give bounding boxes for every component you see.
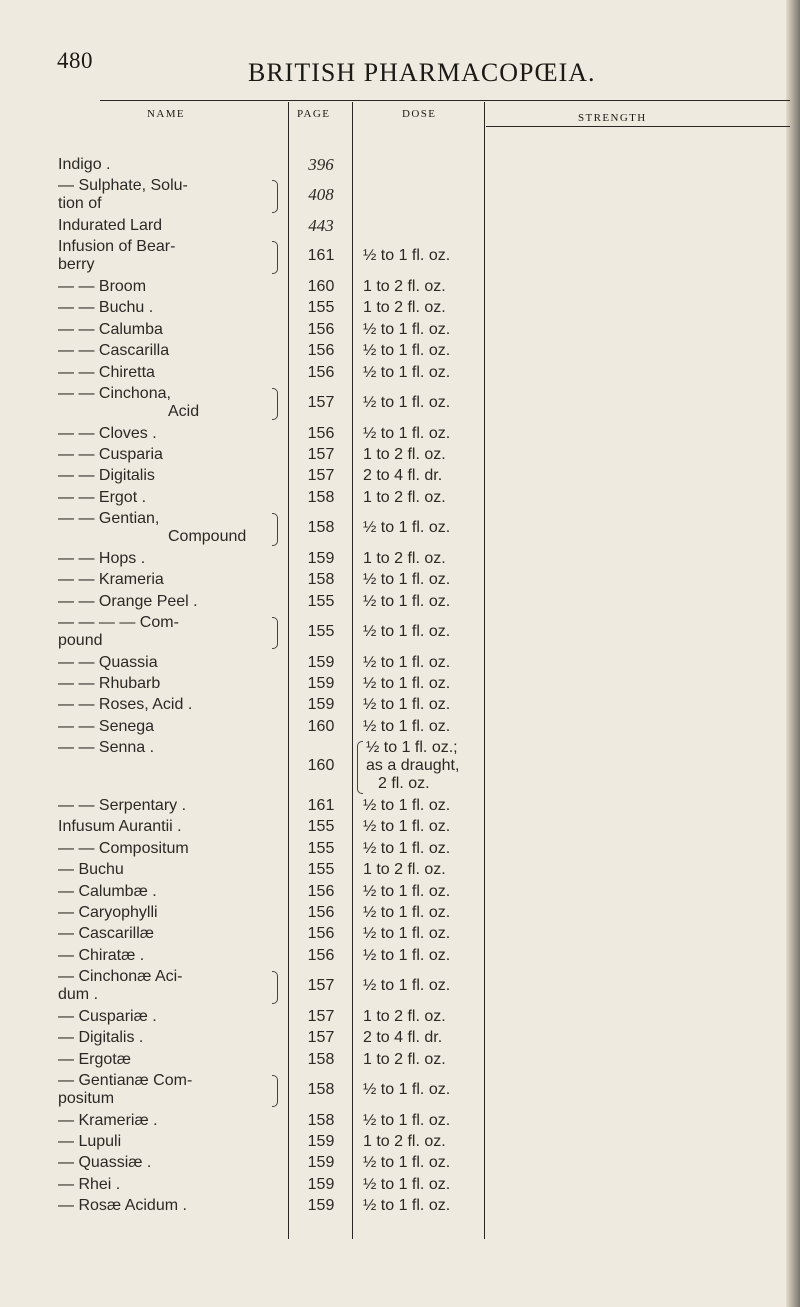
column-header-name: NAME — [147, 108, 185, 120]
page-reference: 159 — [307, 1154, 335, 1172]
drug-name — [58, 739, 154, 757]
dose-line: ½ to 1 fl. oz. — [363, 696, 451, 714]
dose-line: ½ to 1 fl. oz. — [363, 247, 451, 265]
drug-name-line: — Digitalis . — [58, 1029, 144, 1047]
page-reference: 396 — [308, 155, 334, 174]
drug-name — [58, 467, 155, 485]
dose-line: ½ to 1 fl. oz. — [363, 882, 451, 900]
name-brace — [272, 971, 278, 1003]
column-header-dose: DOSE — [402, 108, 437, 120]
drug-name-line: — — Buchu . — [58, 299, 154, 317]
drug-name — [58, 1176, 120, 1194]
page-reference: 157 — [307, 977, 335, 995]
dose-value — [363, 1029, 442, 1047]
dose-line: 1 to 2 fl. oz. — [363, 278, 446, 295]
dose-value — [363, 519, 450, 537]
page-reference: 160 — [307, 717, 335, 735]
table-row — [0, 968, 800, 1004]
drug-name — [58, 1008, 157, 1026]
dose-value — [363, 883, 450, 901]
page-reference: 156 — [307, 363, 335, 381]
drug-name-line: — Quassiæ . — [58, 1154, 152, 1172]
dose-value — [363, 718, 450, 736]
drug-name — [58, 550, 145, 568]
drug-name — [58, 571, 164, 589]
drug-name — [58, 675, 160, 693]
dose-value — [363, 840, 450, 858]
page-reference: 159 — [307, 1175, 335, 1193]
dose-line: ½ to 1 fl. oz. — [363, 424, 451, 442]
table-row — [0, 1176, 800, 1194]
drug-name-line: — — Orange Peel . — [58, 592, 198, 610]
drug-name-line: — — Krameria — [58, 571, 164, 589]
drug-name — [58, 1197, 187, 1215]
dose-value — [363, 1051, 446, 1069]
page-reference: 156 — [307, 320, 335, 338]
page-reference: 161 — [307, 797, 335, 814]
drug-name-line: positum — [58, 1090, 115, 1107]
page-reference: 443 — [308, 216, 334, 235]
drug-name — [58, 696, 192, 714]
table-row — [0, 177, 800, 213]
header-bottom-rule-strength — [486, 126, 790, 127]
drug-name — [58, 861, 124, 879]
name-brace — [272, 241, 278, 273]
drug-name — [58, 177, 188, 213]
drug-name — [58, 904, 158, 922]
page-reference: 156 — [307, 946, 335, 964]
dose-line: ½ to 1 fl. oz. — [363, 675, 451, 692]
page-reference: 160 — [307, 757, 335, 775]
drug-name — [58, 1154, 151, 1172]
drug-name-line: — Gentianæ Com- — [58, 1072, 193, 1089]
drug-name-line: — — Broom — [58, 278, 147, 295]
table-row — [0, 510, 800, 546]
table-row — [0, 840, 800, 858]
page-reference: 158 — [307, 1081, 335, 1099]
drug-name-line: — Buchu — [58, 861, 124, 879]
dose-value — [363, 1176, 450, 1194]
dose-line: ½ to 1 fl. oz. — [363, 797, 451, 814]
page-reference: 159 — [307, 1133, 335, 1150]
drug-name-line: — — Senna . — [58, 739, 155, 757]
drug-name-line: — Rosæ Acidum . — [58, 1197, 187, 1215]
page-reference: 157 — [307, 467, 335, 485]
dose-value — [363, 364, 450, 382]
page-reference: 159 — [307, 653, 335, 671]
drug-name-line: — — Roses, Acid . — [58, 696, 193, 714]
drug-name — [58, 364, 155, 382]
name-brace — [272, 180, 278, 212]
table-row — [0, 593, 800, 611]
drug-name-line: tion of — [58, 195, 102, 213]
drug-name-line: — Sulphate, Solu- — [58, 177, 188, 195]
dose-value — [363, 299, 446, 317]
dose-line: ½ to 1 fl. oz. — [363, 839, 451, 857]
drug-name-line: — — Chiretta — [58, 363, 155, 381]
running-head: BRITISH PHARMACOPŒIA. — [248, 58, 596, 87]
table-row — [0, 925, 800, 943]
page-number: 480 — [57, 48, 93, 73]
drug-name-line: — Krameriæ . — [58, 1111, 158, 1129]
dose-value — [363, 446, 446, 464]
drug-name-line: — Caryophylli — [58, 904, 158, 921]
drug-name — [58, 1133, 121, 1151]
dose-value — [363, 1133, 446, 1151]
dose-value — [363, 675, 450, 693]
table-row — [0, 1112, 800, 1130]
drug-name-line: — Cuspariæ . — [58, 1007, 157, 1025]
dose-line: ½ to 1 fl. oz. — [363, 1111, 451, 1129]
table-row — [0, 571, 800, 589]
table-row — [0, 364, 800, 382]
dose-line: 1 to 2 fl. oz. — [363, 1050, 446, 1068]
dose-line: 1 to 2 fl. oz. — [363, 446, 446, 463]
table-row — [0, 883, 800, 901]
drug-name-line: Compound — [168, 528, 247, 546]
drug-name — [58, 1029, 143, 1047]
drug-name-line: dum . — [58, 986, 99, 1004]
page-reference: 158 — [307, 1050, 335, 1068]
dose-line: ½ to 1 fl. oz. — [363, 394, 451, 412]
page-reference: 157 — [307, 1007, 335, 1025]
page-reference: 156 — [307, 342, 335, 360]
page-reference: 156 — [307, 925, 335, 943]
page-reference: 159 — [307, 696, 335, 714]
table-row — [0, 1029, 800, 1047]
dose-line: ½ to 1 fl. oz. — [363, 571, 451, 589]
drug-name — [58, 718, 154, 736]
table-row — [0, 467, 800, 485]
drug-name — [58, 593, 198, 611]
drug-name-line: — — — — Com- — [58, 614, 179, 631]
name-brace — [272, 388, 278, 420]
page-reference: 157 — [307, 1029, 335, 1047]
drug-name — [58, 947, 144, 965]
page-reference: 158 — [307, 1111, 335, 1129]
table-row — [0, 904, 800, 922]
name-brace — [272, 1075, 278, 1107]
drug-name-line: — — Cloves . — [58, 424, 157, 442]
table-row — [0, 797, 800, 815]
dose-line: 1 to 2 fl. oz. — [363, 549, 446, 567]
dose-line: 1 to 2 fl. oz. — [363, 299, 446, 317]
dose-value — [363, 467, 442, 485]
drug-name — [58, 299, 153, 317]
table-row — [0, 718, 800, 736]
page-reference: 158 — [307, 488, 335, 506]
page-reference: 155 — [307, 623, 335, 641]
dose-line: 1 to 2 fl. oz. — [363, 1007, 446, 1025]
dose-line: ½ to 1 fl. oz. — [363, 977, 451, 995]
drug-name — [58, 278, 146, 296]
dose-line: ½ to 1 fl. oz. — [363, 363, 451, 381]
dose-value — [363, 1197, 450, 1215]
table-row — [0, 342, 800, 360]
drug-name-line: — Chiratæ . — [58, 946, 145, 964]
drug-name-line: Infusum Aurantii . — [58, 818, 182, 836]
table-row — [0, 947, 800, 965]
drug-name-line: berry — [58, 256, 95, 274]
page-reference: 158 — [307, 571, 335, 589]
drug-name-line: — — Hops . — [58, 549, 146, 567]
dose-line: ½ to 1 fl. oz. — [363, 946, 451, 964]
dose-line: ½ to 1 fl. oz. — [363, 592, 451, 610]
dose-line: ½ to 1 fl. oz. — [363, 818, 451, 836]
dose-line: 2 to 4 fl. dr. — [363, 467, 443, 485]
drug-name-line: — — Gentian, — [58, 510, 160, 528]
drug-name — [58, 321, 163, 339]
dose-line: ½ to 1 fl. oz. — [363, 717, 451, 735]
dose-value — [363, 489, 446, 507]
drug-name — [58, 654, 158, 672]
drug-name — [58, 446, 163, 464]
drug-name-line: — Ergotæ — [58, 1050, 131, 1068]
drug-name-line: pound — [58, 632, 103, 649]
dose-line: 1 to 2 fl. oz. — [363, 861, 446, 879]
dose-value — [363, 425, 450, 443]
column-header-page: PAGE — [297, 108, 331, 120]
page-reference: 408 — [308, 185, 334, 205]
table-row — [0, 550, 800, 568]
dose-line: ½ to 1 fl. oz. — [363, 320, 451, 338]
dose-value — [363, 947, 450, 965]
dose-value — [366, 739, 459, 793]
dose-value — [363, 818, 450, 836]
dose-value — [363, 1154, 450, 1172]
dose-line: ½ to 1 fl. oz. — [363, 653, 451, 671]
drug-name — [58, 510, 246, 546]
table-row — [0, 739, 800, 794]
dose-value — [363, 1008, 446, 1026]
page-reference: 158 — [307, 519, 335, 537]
dose-line: ½ to 1 fl. oz. — [363, 904, 451, 921]
dose-value — [363, 342, 450, 360]
table-row — [0, 1154, 800, 1172]
dose-line: 2 fl. oz. — [378, 775, 430, 793]
drug-name-line: — Cinchonæ Aci- — [58, 968, 183, 986]
dose-line: ½ to 1 fl. oz. — [363, 1175, 451, 1193]
dose-value — [363, 904, 450, 922]
dose-value — [363, 571, 450, 589]
drug-name-line: — — Cinchona, — [58, 385, 171, 402]
dose-value — [363, 321, 450, 339]
drug-name — [58, 489, 146, 507]
dose-line: 1 to 2 fl. oz. — [363, 488, 446, 506]
drug-name-line: — Calumbæ . — [58, 882, 157, 900]
table-row — [0, 614, 800, 650]
page-reference: 160 — [307, 278, 335, 295]
page-reference: 157 — [307, 394, 335, 412]
table-row — [0, 321, 800, 339]
drug-name — [58, 1072, 192, 1108]
drug-name-line: Acid — [168, 403, 200, 420]
dose-value — [363, 654, 450, 672]
page-reference: 159 — [307, 1197, 335, 1215]
drug-name-line: — Rhei . — [58, 1175, 121, 1193]
drug-name-line: — — Calumba — [58, 320, 163, 338]
drug-name-line: — Lupuli — [58, 1133, 122, 1150]
dose-line: ½ to 1 fl. oz.; — [366, 739, 458, 757]
dose-line: ½ to 1 fl. oz. — [363, 519, 451, 537]
drug-name — [58, 840, 189, 858]
drug-name-line: Infusion of Bear- — [58, 238, 176, 256]
table-row — [0, 238, 800, 274]
drug-name — [58, 342, 169, 360]
page-reference: 155 — [307, 861, 335, 879]
dose-line: 1 to 2 fl. oz. — [363, 1133, 446, 1150]
dose-line: ½ to 1 fl. oz. — [363, 1081, 451, 1099]
table-row — [0, 675, 800, 693]
page-reference: 157 — [307, 446, 335, 463]
name-brace — [272, 513, 278, 545]
table-row — [0, 861, 800, 879]
table-row — [0, 446, 800, 464]
drug-name-line: — — Quassia — [58, 653, 158, 671]
drug-name — [58, 968, 183, 1004]
dose-line: as a draught, — [366, 757, 460, 775]
dose-value — [363, 247, 450, 265]
table-row — [0, 1051, 800, 1069]
dose-value — [363, 925, 450, 943]
drug-name-line: — — Ergot . — [58, 488, 147, 506]
page-reference: 156 — [307, 424, 335, 442]
dose-value — [363, 1112, 450, 1130]
drug-name-line: — — Compositum — [58, 839, 189, 857]
page-reference: 159 — [307, 549, 335, 567]
table-row — [0, 299, 800, 317]
table-row — [0, 696, 800, 714]
dose-value — [363, 623, 450, 641]
dose-value — [363, 550, 446, 568]
page-reference: 155 — [307, 839, 335, 857]
dose-value — [363, 797, 450, 815]
table-row — [0, 425, 800, 443]
page-reference: 155 — [307, 592, 335, 610]
table-row — [0, 278, 800, 296]
name-brace — [272, 617, 278, 649]
drug-name — [58, 1112, 158, 1130]
page-reference: 156 — [307, 882, 335, 900]
table-row — [0, 156, 800, 174]
drug-name-line: — Cascarillæ — [58, 925, 155, 943]
dose-value — [363, 278, 446, 296]
table-row — [0, 654, 800, 672]
drug-name — [58, 818, 182, 836]
dose-value — [363, 696, 450, 714]
page-reference: 161 — [307, 247, 335, 265]
dose-value — [363, 593, 450, 611]
drug-name — [58, 883, 157, 901]
drug-name-line: — — Digitalis — [58, 467, 155, 485]
drug-name-line: — — Serpentary . — [58, 797, 187, 814]
dose-brace — [357, 741, 363, 794]
page-reference: 159 — [307, 675, 335, 692]
dose-line: ½ to 1 fl. oz. — [363, 925, 451, 943]
dose-value — [363, 977, 450, 995]
table-row — [0, 818, 800, 836]
drug-name — [58, 238, 175, 274]
column-header-strength: STRENGTH — [578, 112, 647, 124]
table-row — [0, 1008, 800, 1026]
drug-name — [58, 1051, 131, 1069]
dose-line: ½ to 1 fl. oz. — [363, 623, 451, 641]
drug-name — [58, 156, 110, 174]
page-reference: 155 — [307, 299, 335, 317]
table-row — [0, 489, 800, 507]
drug-name — [58, 425, 157, 443]
dose-value — [363, 1081, 450, 1099]
dose-value — [363, 394, 450, 412]
table-row — [0, 1133, 800, 1151]
dose-value — [363, 861, 446, 879]
drug-name-line: Indurated Lard — [58, 217, 163, 234]
drug-name — [58, 385, 199, 421]
page-reference: 155 — [307, 818, 335, 836]
table-top-rule — [100, 100, 790, 101]
dose-line: ½ to 1 fl. oz. — [363, 1154, 451, 1172]
table-row — [0, 1197, 800, 1215]
page-reference: 156 — [307, 904, 335, 921]
drug-name-line: — — Cusparia — [58, 446, 163, 463]
dose-line: ½ to 1 fl. oz. — [363, 342, 451, 360]
drug-name — [58, 797, 186, 815]
table-row — [0, 1072, 800, 1108]
drug-name-line: — — Senega — [58, 717, 155, 735]
dose-line: ½ to 1 fl. oz. — [363, 1197, 451, 1215]
table-row — [0, 385, 800, 421]
drug-name-line: — — Rhubarb — [58, 675, 161, 692]
drug-name-line: Indigo . — [58, 156, 111, 173]
drug-name — [58, 925, 154, 943]
table-row — [0, 217, 800, 235]
drug-name — [58, 217, 162, 235]
drug-name-line: — — Cascarilla — [58, 342, 170, 360]
drug-name — [58, 614, 179, 650]
dose-line: 2 to 4 fl. dr. — [363, 1029, 443, 1047]
